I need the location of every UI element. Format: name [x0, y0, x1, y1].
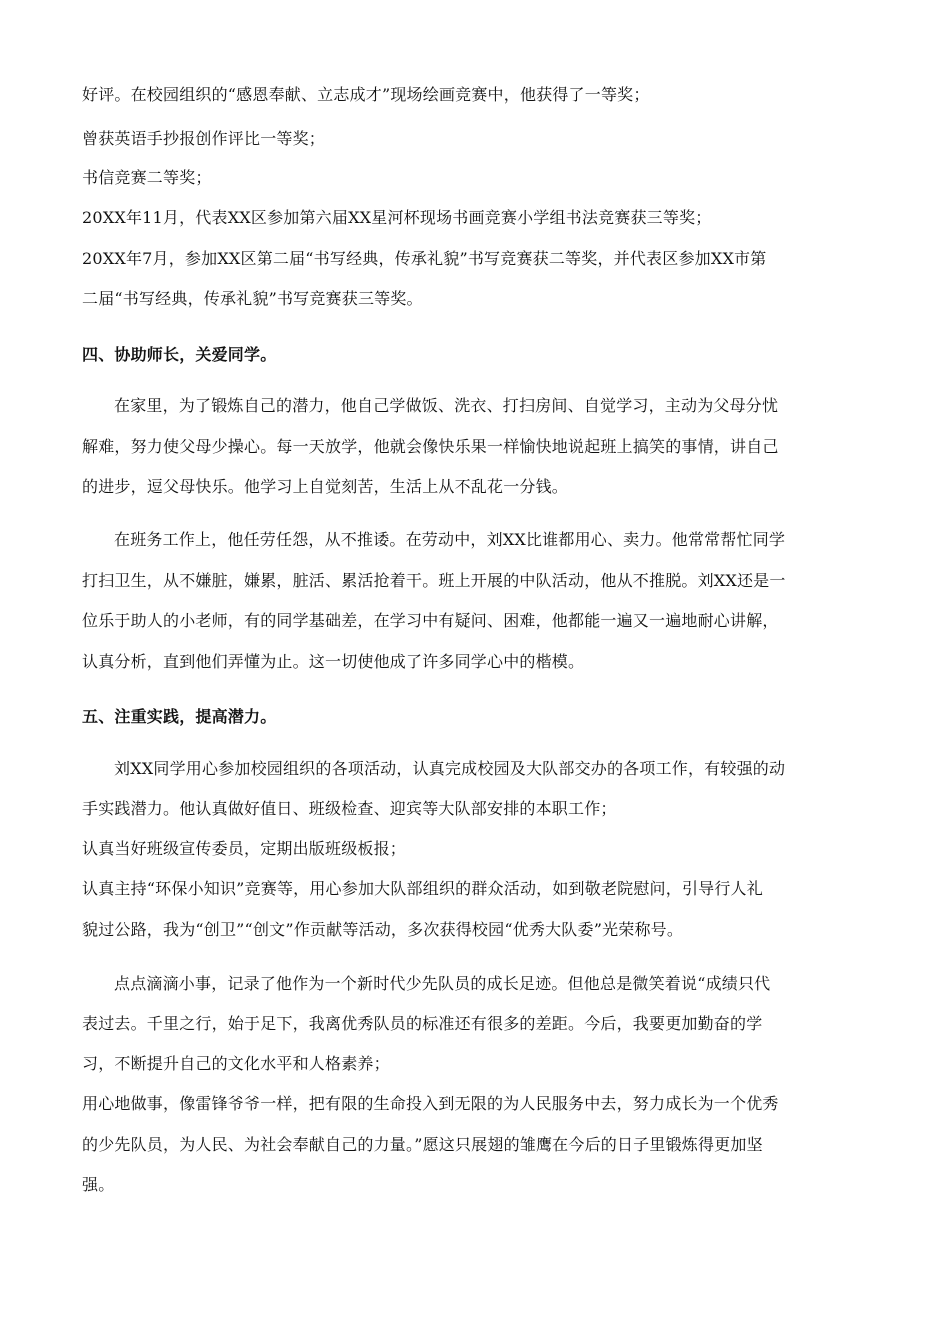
text-line: 好评。在校园组织的“感恩奉献、立志成才”现场绘画竞赛中，他获得了一等奖； — [82, 85, 650, 104]
text-line: 表过去。千里之行，始于足下，我离优秀队员的标准还有很多的差距。今后，我要更加勤奋的学 — [82, 1014, 763, 1033]
text-line: 在班务工作上，他任劳任怨，从不推诿。在劳动中，刘XX比谁都用心、卖力。他常常帮忙同学 — [114, 530, 786, 549]
text-line: 的进步，逗父母快乐。他学习上自觉刻苦，生活上从不乱花一分钱。 — [82, 477, 569, 496]
text-line: 认真分析，直到他们弄懂为止。这一切使他成了许多同学心中的楷模。 — [82, 652, 585, 671]
text-line: 强。 — [82, 1175, 115, 1194]
text-line: 20XX年7月，参加XX区第二届“书写经典，传承礼貌”书写竞赛获二等奖，并代表区参加XX市第 — [82, 249, 767, 268]
section-heading: 五、注重实践，提高潜力。 — [82, 707, 277, 726]
text-line: 二届“书写经典，传承礼貌”书写竞赛获三等奖。 — [82, 289, 423, 308]
text-line: 打扫卫生，从不嫌脏，嫌累，脏活、累活抢着干。班上开展的中队活动，他从不推脱。刘XX还是一 — [82, 571, 786, 590]
text-line: 貌过公路，我为“创卫”“创文”作贡献等活动，多次获得校园“优秀大队委”光荣称号。 — [82, 920, 684, 939]
text-line: 的少先队员，为人民、为社会奉献自己的力量。”愿这只展翅的雏鹰在今后的日子里锻炼得更加坚 — [82, 1135, 763, 1154]
text-line: 解难，努力使父母少操心。每一天放学，他就会像快乐果一样愉快地说起班上搞笑的事情，讲自己 — [82, 437, 779, 456]
text-line: 认真主持“环保小知识”竞赛等，用心参加大队部组织的群众活动，如到敬老院慰问，引导行人礼 — [82, 879, 763, 898]
section-heading: 四、协助师长，关爱同学。 — [82, 345, 277, 364]
text-line: 书信竞赛二等奖； — [82, 168, 212, 187]
text-line: 手实践潜力。他认真做好值日、班级检查、迎宾等大队部安排的本职工作； — [82, 799, 617, 818]
text-line: 位乐于助人的小老师，有的同学基础差，在学习中有疑问、困难，他都能一遍又一遍地耐心讲解， — [82, 611, 779, 630]
text-line: 在家里，为了锻炼自己的潜力，他自己学做饭、洗衣、打扫房间、自觉学习，主动为父母分忧 — [114, 396, 779, 415]
text-line: 用心地做事，像雷锋爷爷一样，把有限的生命投入到无限的为人民服务中去，努力成长为一个优秀 — [82, 1094, 779, 1113]
text-line: 认真当好班级宣传委员，定期出版班级板报； — [82, 839, 407, 858]
text-line: 20XX年11月，代表XX区参加第六届XX星河杯现场书画竞赛小学组书法竞赛获三等奖； — [82, 208, 712, 227]
text-line: 曾获英语手抄报创作评比一等奖； — [82, 129, 326, 148]
text-line: 点点滴滴小事，记录了他作为一个新时代少先队员的成长足迹。但他总是微笑着说“成绩只代 — [114, 974, 771, 993]
text-line: 刘XX同学用心参加校园组织的各项活动，认真完成校园及大队部交办的各项工作，有较强的动 — [114, 759, 786, 778]
text-line: 习，不断提升自己的文化水平和人格素养； — [82, 1054, 390, 1073]
